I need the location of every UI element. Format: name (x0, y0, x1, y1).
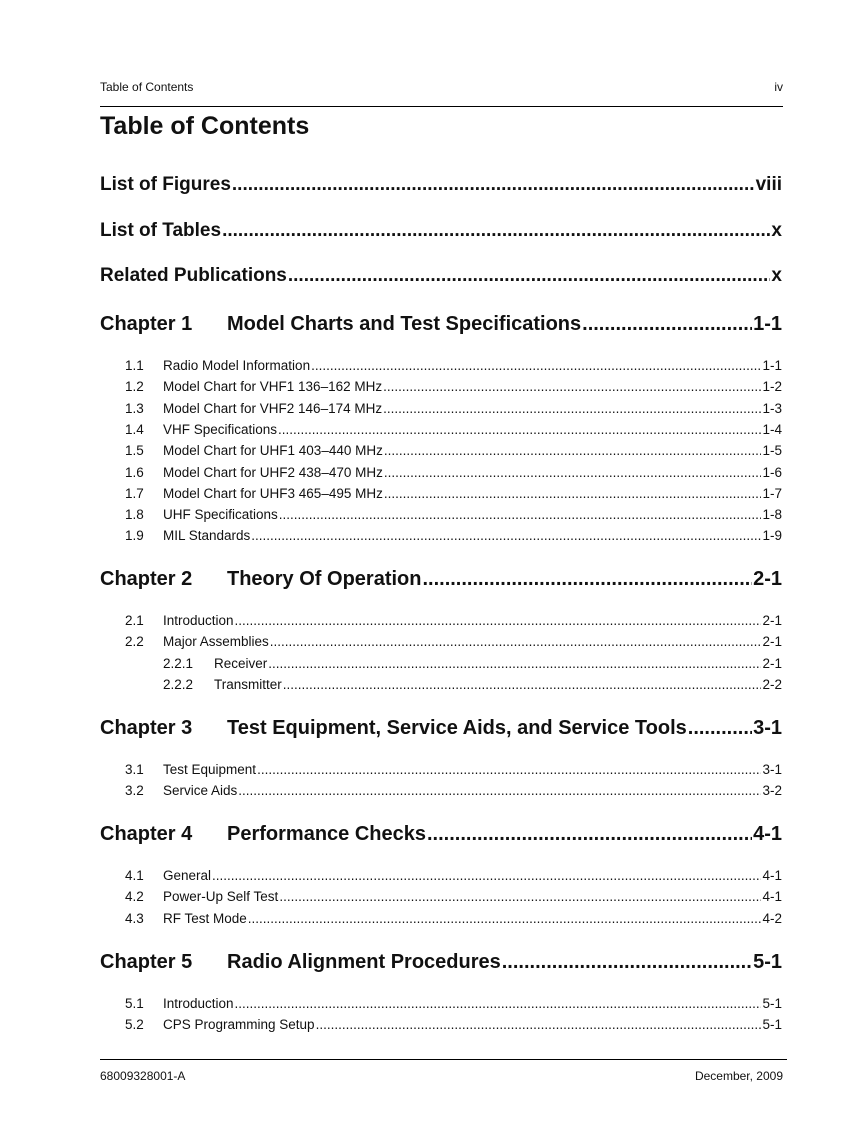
toc-section[interactable] (125, 911, 782, 926)
section-number: 1.5 (125, 443, 144, 458)
chapter-page: 5-1 (753, 951, 782, 973)
header-page-number: iv (774, 80, 783, 94)
chapter-page: 3-1 (753, 717, 782, 739)
section-number: 1.8 (125, 507, 144, 522)
section-number: 1.1 (125, 358, 144, 373)
toc-section[interactable] (125, 465, 782, 480)
section-title: Major Assemblies (163, 634, 269, 649)
section-page: 1-9 (762, 528, 782, 543)
section-page: 1-2 (762, 379, 782, 394)
toc-entry-list-of-figures[interactable] (100, 174, 782, 196)
toc-subsection[interactable] (163, 656, 782, 671)
page-title: Table of Contents (100, 112, 310, 140)
section-title: Introduction (163, 613, 234, 628)
section-number: 1.4 (125, 422, 144, 437)
section-number: 3.2 (125, 783, 144, 798)
subsection-title: Receiver (214, 656, 268, 671)
section-number: 3.1 (125, 762, 144, 777)
toc-entry-page: viii (755, 174, 782, 195)
section-page: 4-1 (762, 868, 782, 883)
section-page: 2-1 (762, 634, 782, 649)
page-footer (100, 1059, 787, 1083)
toc-subsection[interactable] (163, 677, 782, 692)
section-number: 4.1 (125, 868, 144, 883)
section-title: Model Chart for VHF1 136–162 MHz (163, 379, 383, 394)
toc-entry-list-of-tables[interactable] (100, 220, 782, 242)
toc-section[interactable] (125, 613, 782, 628)
toc-entry-label: List of Figures (100, 174, 231, 195)
section-number: 5.2 (125, 1017, 144, 1032)
toc-entry-related-publications[interactable] (100, 265, 782, 287)
chapter-number: Chapter 4 (100, 823, 193, 845)
section-title: Service Aids (163, 783, 238, 798)
section-page: 5-1 (762, 1017, 782, 1032)
chapter-number: Chapter 5 (100, 951, 193, 973)
toc-section[interactable] (125, 379, 782, 394)
section-title: Model Chart for UHF3 465–495 MHz (163, 486, 383, 501)
chapter-title: Performance Checks (227, 823, 426, 845)
section-page: 1-1 (762, 358, 782, 373)
section-page: 3-1 (762, 762, 782, 777)
section-title: Model Chart for UHF2 438–470 MHz (163, 465, 383, 480)
section-title: RF Test Mode (163, 911, 247, 926)
section-title: Model Chart for VHF2 146–174 MHz (163, 401, 383, 416)
chapter-page: 2-1 (753, 568, 782, 590)
toc-entry-label: Related Publications (100, 265, 287, 286)
toc-section[interactable] (125, 358, 782, 373)
section-title: CPS Programming Setup (163, 1017, 315, 1032)
toc-section[interactable] (125, 507, 782, 522)
section-page: 4-2 (762, 911, 782, 926)
section-title: Radio Model Information (163, 358, 311, 373)
section-number: 4.3 (125, 911, 144, 926)
section-page: 1-4 (762, 422, 782, 437)
toc-entry-label: List of Tables (100, 220, 222, 241)
toc-chapter-4[interactable] (100, 823, 782, 846)
subsection-page: 2-1 (762, 656, 782, 671)
toc-section[interactable] (125, 783, 782, 798)
toc-section[interactable] (125, 443, 782, 458)
toc-entry-page: x (771, 220, 782, 241)
toc-section[interactable] (125, 889, 782, 904)
section-title: Model Chart for UHF1 403–440 MHz (163, 443, 383, 458)
toc-section[interactable] (125, 401, 782, 416)
footer-doc-number: 68009328001-A (100, 1069, 186, 1083)
section-title: VHF Specifications (163, 422, 278, 437)
toc-chapter-3[interactable] (100, 717, 782, 740)
page-header (100, 80, 783, 107)
section-number: 1.6 (125, 465, 144, 480)
section-number: 1.2 (125, 379, 144, 394)
toc-section[interactable] (125, 1017, 782, 1032)
chapter-title: Radio Alignment Procedures (227, 951, 501, 973)
subsection-number: 2.2.1 (163, 656, 194, 671)
section-title: MIL Standards (163, 528, 251, 543)
chapter-title: Theory Of Operation (227, 568, 422, 590)
section-title: General (163, 868, 212, 883)
section-page: 1-3 (762, 401, 782, 416)
section-number: 1.3 (125, 401, 144, 416)
toc-section[interactable] (125, 634, 782, 649)
section-page: 3-2 (762, 783, 782, 798)
section-page: 1-5 (762, 443, 782, 458)
section-title: Power-Up Self Test (163, 889, 279, 904)
section-number: 1.7 (125, 486, 144, 501)
section-number: 5.1 (125, 996, 144, 1011)
section-number: 2.2 (125, 634, 144, 649)
toc-section[interactable] (125, 762, 782, 777)
subsection-number: 2.2.2 (163, 677, 194, 692)
chapter-page: 4-1 (753, 823, 782, 845)
chapter-title: Test Equipment, Service Aids, and Service Tools (227, 717, 687, 739)
toc-section[interactable] (125, 996, 782, 1011)
section-title: Test Equipment (163, 762, 257, 777)
section-title: UHF Specifications (163, 507, 278, 522)
chapter-number: Chapter 3 (100, 717, 193, 739)
footer-date: December, 2009 (694, 1069, 783, 1083)
section-page: 4-1 (762, 889, 782, 904)
section-page: 2-1 (762, 613, 782, 628)
chapter-number: Chapter 2 (100, 568, 193, 590)
toc-section[interactable] (125, 868, 782, 883)
section-number: 1.9 (125, 528, 144, 543)
toc-chapter-2[interactable] (100, 568, 782, 591)
section-page: 1-7 (762, 486, 782, 501)
section-page: 1-8 (762, 507, 782, 522)
chapter-number: Chapter 1 (100, 313, 193, 335)
toc-entry-page: x (771, 265, 782, 286)
section-page: 5-1 (762, 996, 782, 1011)
toc-section[interactable] (125, 422, 782, 437)
section-number: 2.1 (125, 613, 144, 628)
toc-section[interactable] (125, 486, 782, 501)
toc-chapter-1[interactable] (100, 313, 782, 336)
subsection-title: Transmitter (214, 677, 282, 692)
section-number: 4.2 (125, 889, 144, 904)
chapter-page: 1-1 (753, 313, 782, 335)
section-title: Introduction (163, 996, 234, 1011)
section-page: 1-6 (762, 465, 782, 480)
toc-section[interactable] (125, 528, 782, 543)
toc-chapter-5[interactable] (100, 951, 782, 974)
subsection-page: 2-2 (762, 677, 782, 692)
chapter-title: Model Charts and Test Specifications (227, 313, 582, 335)
header-title: Table of Contents (100, 80, 194, 94)
